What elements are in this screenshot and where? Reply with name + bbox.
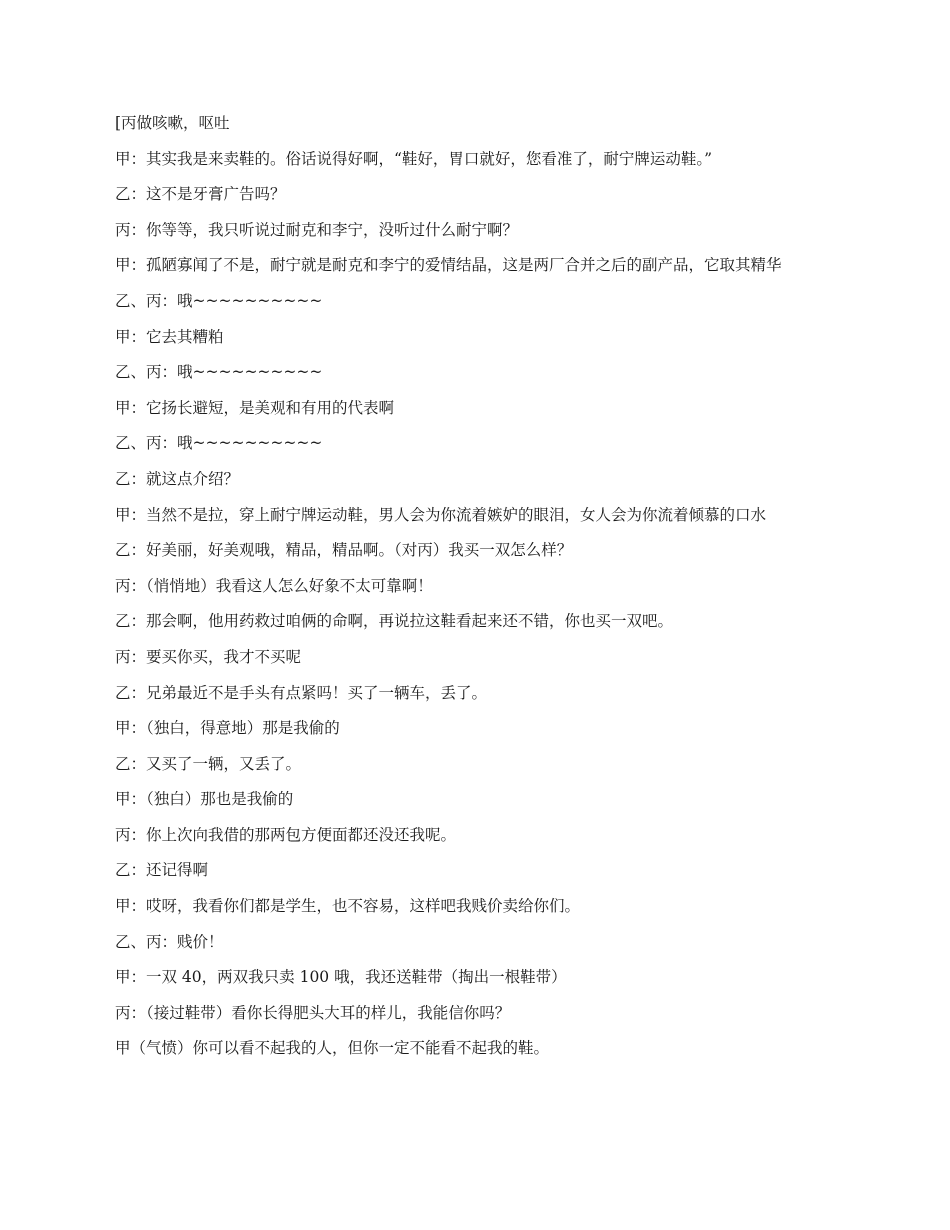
dialogue-line: 甲：其实我是来卖鞋的。俗话说得好啊，“鞋好，胃口就好，您看准了，耐宁牌运动鞋。”	[115, 149, 713, 168]
dialogue-line: 丙：（接过鞋带）看你长得肥头大耳的样儿，我能信你吗？	[115, 1003, 511, 1022]
dialogue-line: 丙：要买你买，我才不买呢	[115, 647, 302, 666]
dialogue-line: 乙：这不是牙膏广告吗？	[115, 185, 286, 204]
dialogue-line: 乙：还记得啊	[115, 861, 209, 880]
dialogue-line: 乙：好美丽，好美观哦，精品，精品啊。（对丙）我买一双怎么样？	[115, 541, 573, 560]
dialogue-line: 甲：它扬长避短，是美观和有用的代表啊	[115, 398, 395, 417]
dialogue-line: 丙：你上次向我借的那两包方便面都还没还我呢。	[115, 825, 457, 844]
dialogue-line: 甲：（独白，得意地）那是我偷的	[115, 719, 340, 738]
dialogue-line: 甲：哎呀，我看你们都是学生，也不容易，这样吧我贱价卖给你们。	[115, 897, 581, 916]
dialogue-line: 丙：（悄悄地）我看这人怎么好象不太可靠啊！	[115, 576, 433, 595]
dialogue-line: 乙、丙：哦~~~~~~~~~~	[115, 291, 323, 310]
dialogue-line: 甲：（独白）那也是我偷的	[115, 790, 294, 809]
dialogue-line: 乙：就这点介绍？	[115, 469, 240, 488]
dialogue-line: 甲：一双 40，两双我只卖 100 哦，我还送鞋带（掏出一根鞋带）	[115, 968, 567, 987]
dialogue-line: 甲：它去其糟粕	[115, 327, 224, 346]
dialogue-line: 甲：当然不是拉，穿上耐宁牌运动鞋，男人会为你流着嫉妒的眼泪，女人会为你流着倾慕的口水	[115, 505, 767, 524]
dialogue-line: 乙：兄弟最近不是手头有点紧吗！买了一辆车，丢了。	[115, 683, 488, 702]
dialogue-line: 乙、丙：贱价！	[115, 932, 224, 951]
dialogue-line: 乙、丙：哦~~~~~~~~~~	[115, 363, 323, 382]
dialogue-line: 甲（气愤）你可以看不起我的人，但你一定不能看不起我的鞋。	[115, 1039, 550, 1058]
stage-direction-line: [丙做咳嗽，呕吐	[115, 114, 230, 132]
script-dialogue	[115, 112, 843, 1073]
dialogue-line: 甲：孤陋寡闻了不是，耐宁就是耐克和李宁的爱情结晶，这是两厂合并之后的副产品，它取其精华	[115, 256, 782, 275]
dialogue-line: 乙：又买了一辆，又丢了。	[115, 754, 302, 773]
dialogue-line: 乙、丙：哦~~~~~~~~~~	[115, 434, 323, 453]
dialogue-line: 乙：那会啊，他用药救过咱俩的命啊，再说拉这鞋看起来还不错，你也买一双吧。	[115, 612, 674, 631]
dialogue-line: 丙：你等等，我只听说过耐克和李宁，没听过什么耐宁啊？	[115, 220, 519, 239]
